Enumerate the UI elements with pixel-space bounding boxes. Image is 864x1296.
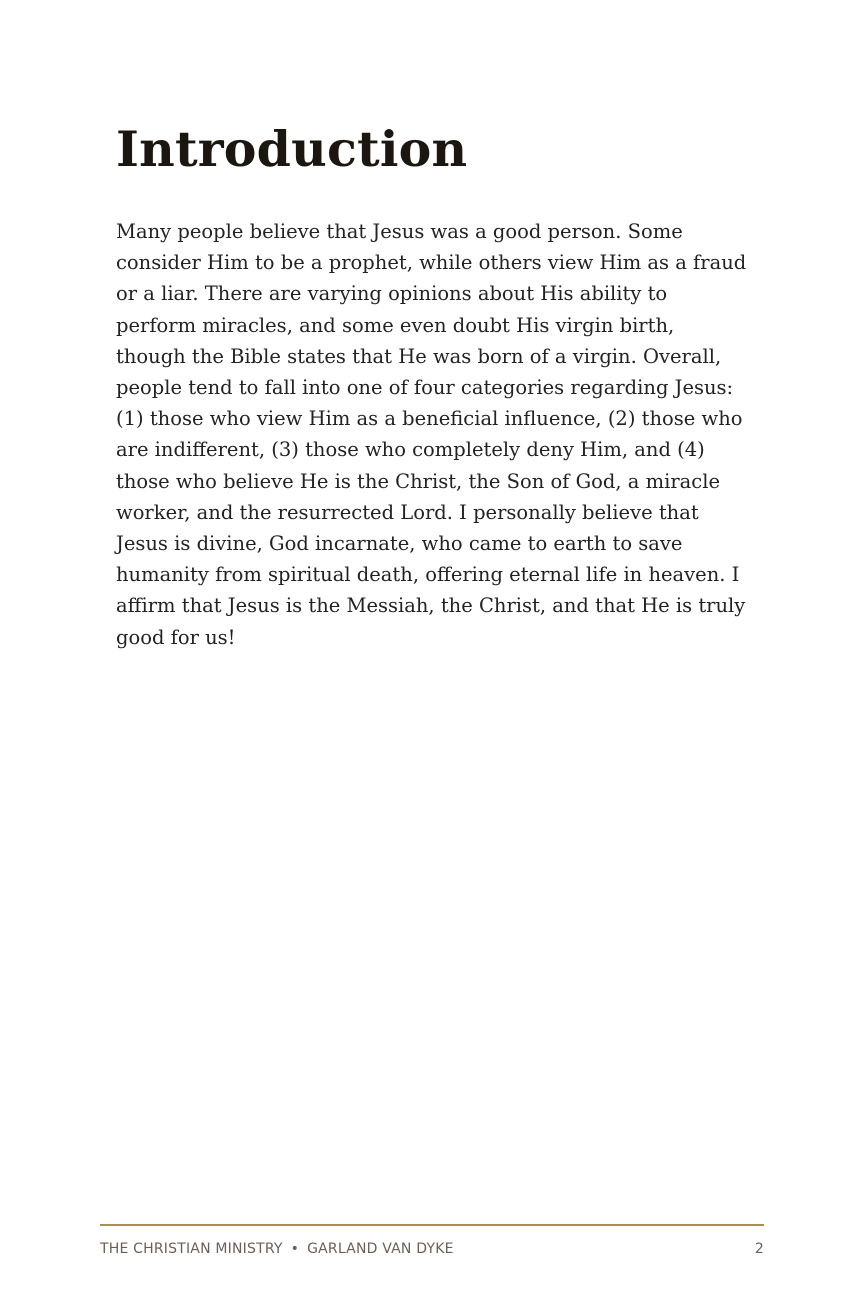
page-footer [100,1224,764,1257]
footer-row [100,1241,764,1257]
page-title: Introduction [116,120,468,178]
footer-divider [100,1224,764,1226]
footer-separator: • [290,1241,300,1257]
footer-running-head [100,1241,454,1257]
body-paragraph: Many people believe that Jesus was a good person. Some consider Him to be a prophet, while others view Him as a fraud or a liar. There are varying opinions about His ability to perform miracles, and some even doubt His virgin birth, though the Bible states that He was born of a virgin. Overall, people tend to fall into one of four categories regarding Jesus: (1) those who view Him as a beneficial influence, (2) those who are indifferent, (3) those who completely deny Him, and (4) those who believe He is the Christ, the Son of God, a miracle worker, and the resurrected Lord. I personally believe that Jesus is divine, God incarnate, who came to earth to save humanity from spiritual death, offering eternal life in heaven. I affirm that Jesus is the Messiah, the Christ, and that He is truly good for us! [116,220,747,649]
page-number: 2 [754,1241,764,1257]
page-content [116,118,750,653]
footer-author: GARLAND VAN DYKE [307,1241,454,1257]
footer-book-title: THE CHRISTIAN MINISTRY [100,1241,283,1257]
